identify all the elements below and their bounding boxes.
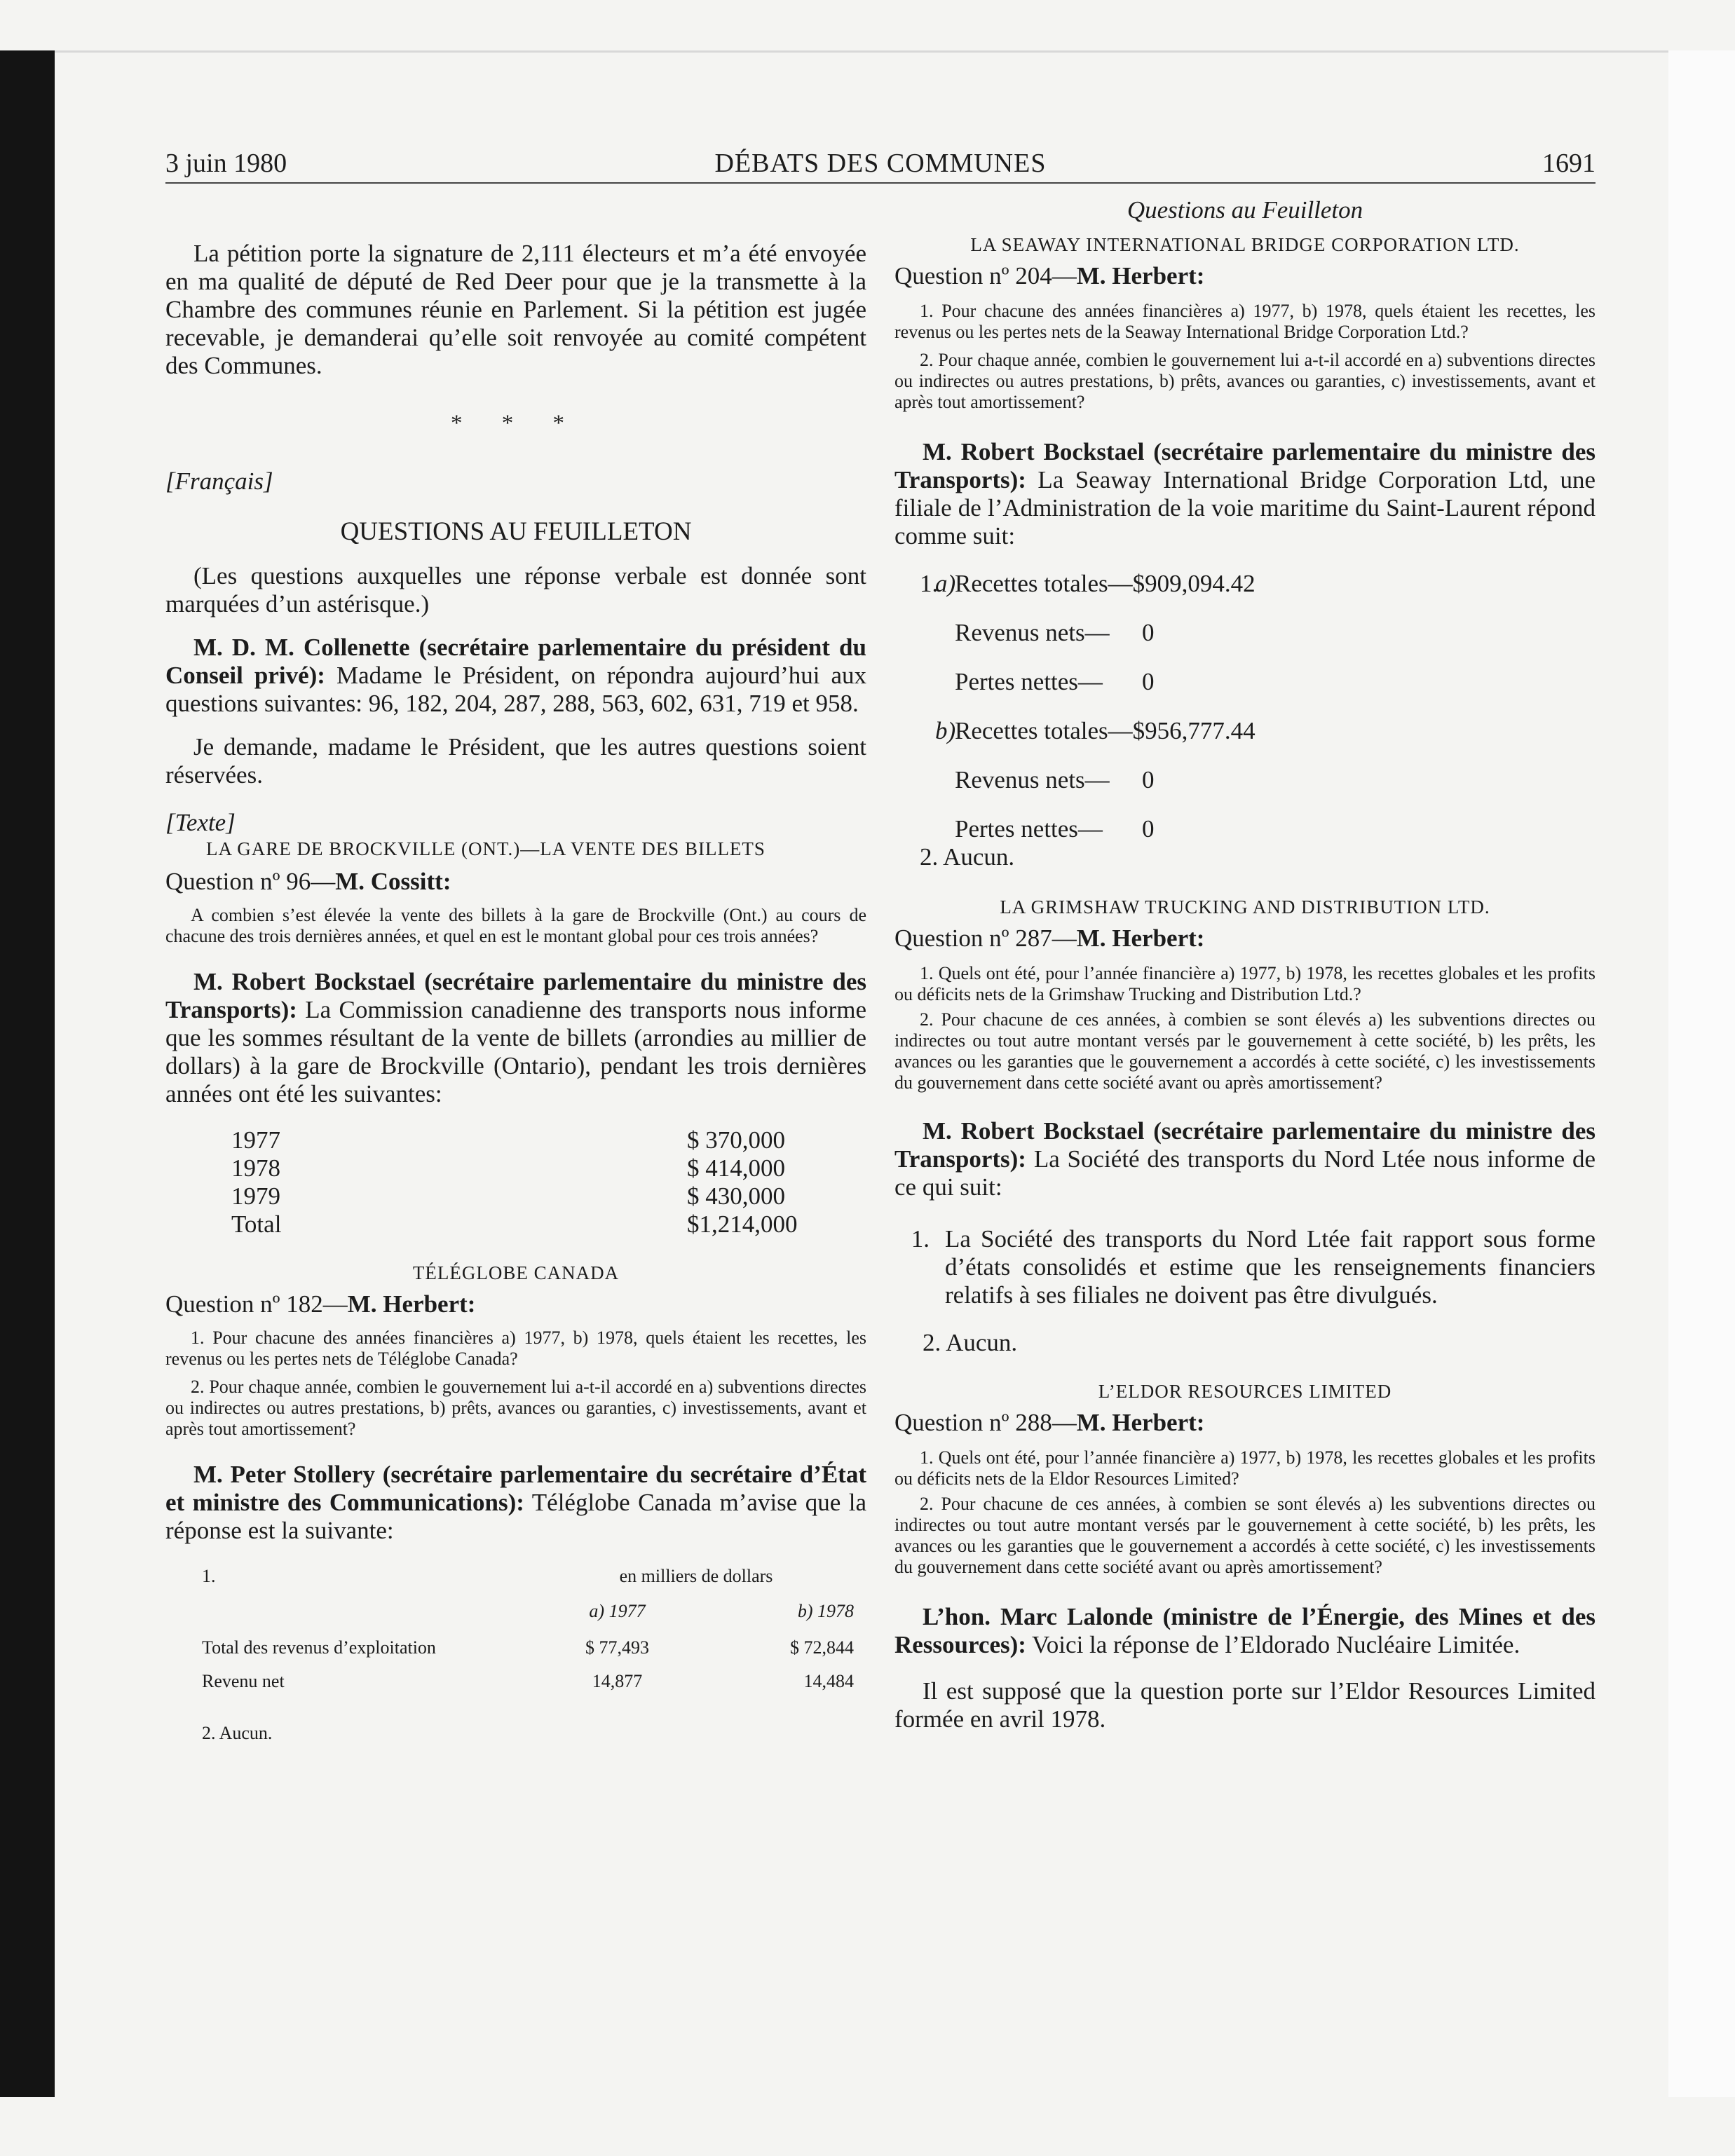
speaker-name: M. Peter Stollery (secrétaire parlementaire du secrétaire d’État et ministre des Communications): [165,1461,866,1516]
question-member: M. Herbert: [1076,262,1205,289]
figures-cell-label: Revenu net [202,1671,285,1691]
question-text-part-2: 2. Pour chacune de ces années, à combien se sont élevés a) les subventions directes ou indirectes ou tout autre montant versés par le gouvernement à cette société, b) les prêts, les avances ou les garanties que le gouvernement a accordés à cette société, c) les investissements du gouvernement dans cette société avant ou après amortissement? [894,1009,1595,1093]
question-member: M. Herbert: [1076,1409,1205,1436]
scan-border-left [0,50,55,2097]
header-title: DÉBATS DES COMMUNES [714,149,1047,178]
figures-col-b: b) 1978 [797,1601,854,1621]
sales-amount: $1,214,000 [687,1210,798,1238]
question-text-part-1: 1. Quels ont été, pour l’année financière a) 1977, b) 1978, les recettes globales et les profits ou déficits nets de la Grimshaw Trucking and Distribution Ltd.? [894,963,1595,1004]
answer-line-value: 0 [1142,619,1155,646]
figures-row [202,1637,854,1671]
question-member: M. Herbert: [1076,925,1205,952]
question-number: Question nº 288— [894,1409,1077,1436]
scan-border-top [55,50,1668,53]
question-number: Question nº 204— [894,262,1077,289]
bockstael-answer-287 [894,1117,1595,1201]
question-number: Question nº 287— [894,925,1077,952]
answer-line [894,570,1595,619]
question-number: Question nº 96— [165,868,336,895]
question-heading: LA SEAWAY INTERNATIONAL BRIDGE CORPORATION LTD. [970,234,1520,255]
answer-line [894,668,1595,717]
figures-item-2: 2. Aucun. [202,1723,273,1743]
answer-line-num: 1. [920,570,939,597]
speaker-name: M. Robert Bockstael (secrétaire parlementaire du ministre des Transports): [165,968,866,1023]
question-label [894,1408,1595,1438]
answer-line-sub: a) [935,570,956,597]
ticket-sales-rows [231,1126,798,1239]
left-column [165,196,866,1744]
answer-line-value: 0 [1142,668,1155,695]
sales-year: 1978 [231,1154,280,1182]
figures-cell-label: Total des revenus d’exploitation [202,1637,436,1658]
item-text: La Société des transports du Nord Ltée fait rapport sous forme d’états consolidés et estime que les renseignements financiers relatifs à ses filiales ne doivent pas être divulgués. [945,1225,1595,1309]
figures-item-number: 1. [202,1566,216,1586]
sales-year: 1979 [231,1182,280,1210]
answer-line-value: 0 [1142,815,1155,842]
question-text: A combien s’est élevée la vente des billets à la gare de Brockville (Ont.) au cours de chacune des trois dernières années, et quel en est le montant global pour ces trois années? [165,905,866,946]
collenette-statement [165,634,866,718]
header-date: 3 juin 1980 [165,149,287,178]
answer-line [894,815,1595,864]
question-heading: LA GRIMSHAW TRUCKING AND DISTRIBUTION LTD. [1000,896,1490,917]
figures-units: en milliers de dollars [619,1566,773,1586]
speaker-name: M. Robert Bockstael (secrétaire parlementaire du ministre des Transports): [894,438,1595,493]
answer-text: La Commission canadienne des transports nous informe que les sommes résultant de la vente de billets (arrondies au millier de dollars) à la gare de Brockville (Ontario), pendant les trois dernières années ont été les suivantes: [165,996,867,1107]
question-label [894,261,1595,291]
figures-cell-a: 14,877 [592,1671,643,1691]
answer-line-label: Revenus nets— [955,766,1110,793]
answer-line-label: Recettes totales—$956,777.44 [955,717,1256,744]
figures-cell-a: $ 77,493 [585,1637,649,1658]
teleglobe-figures-table [202,1566,854,1705]
question-text-part-1: 1. Pour chacune des années financières a) 1977, b) 1978, quels étaient les recettes, les revenus ou les pertes nets de la Seaway International Bridge Corporation Ltd.? [894,301,1595,342]
item-number: 1. [911,1225,930,1253]
question-label [165,867,866,896]
answer-line-value: 0 [1142,766,1155,793]
answer-line-label: Pertes nettes— [955,668,1103,695]
question-heading: LA GARE DE BROCKVILLE (ONT.)—LA VENTE DES BILLETS [206,838,766,859]
petition-paragraph: La pétition porte la signature de 2,111 électeurs et m’a été envoyée en ma qualité de député de Red Deer pour que je la transmette à la Chambre des communes réunie en Parlement. Si la pétition est jugée recevable, je demanderai qu’elle soit renvoyée au comité compétent des Communes. [165,240,866,379]
question-label [165,1290,866,1319]
question-heading: TÉLÉGLOBE CANADA [412,1262,620,1283]
page-number: 1691 [1542,149,1595,178]
question-text-part-1: 1. Quels ont été, pour l’année financière a) 1977, b) 1978, les recettes globales et les profits ou déficits nets de la Eldor Resources Limited? [894,1447,1595,1489]
question-member: M. Herbert: [347,1290,476,1318]
figures-row [202,1671,854,1705]
seaway-answer-list [894,570,1595,864]
sales-year: 1977 [231,1126,280,1154]
speaker-name: M. Robert Bockstael (secrétaire parlementaire du ministre des Transports): [894,1117,1595,1173]
section-title: QUESTIONS AU FEUILLETON [340,517,692,546]
question-member: M. Cossitt: [335,868,451,895]
bockstael-answer-96 [165,968,866,1108]
question-text-part-2: 2. Pour chacune de ces années, à combien se sont élevés a) les subventions directes ou indirectes ou tout autre montant versés par le gouvernement à cette société, b) les prêts, les avances ou les garanties que le gouvernement a accordés à cette société, c) les investissements du gouvernement dans cette société avant ou après amortissement? [894,1494,1595,1577]
right-column [894,196,1595,1733]
figures-cell-b: 14,484 [803,1671,854,1691]
stollery-answer [165,1461,866,1545]
speaker-name: L’hon. Marc Lalonde (ministre de l’Énergie, des Mines et des Ressources): [894,1603,1595,1658]
scan-border-right [1668,50,1735,2097]
question-text-part-2: 2. Pour chaque année, combien le gouvernement lui a-t-il accordé en a) subventions directes ou indirectes ou autres prestations, b) prêts, avances ou garanties, c) investissements, avant et après tout amortissement? [894,350,1595,412]
answer-line-label: Pertes nettes— [955,815,1103,842]
statement-text: Madame le Président, on répondra aujourd’hui aux questions suivantes: 96, 182, 204, 287, 288, 563, 602, 631, 719 et 958. [165,662,866,717]
answer-item-2: 2. Aucun. [920,843,1015,871]
answer-line [894,717,1595,766]
page-header [165,146,1595,184]
sales-amount: $ 414,000 [687,1154,785,1182]
question-text-part-2: 2. Pour chaque année, combien le gouvernement lui a-t-il accordé en a) subventions directes ou indirectes ou autres prestations, b) prêts, avances ou garanties, c) investissements, avant et après tout amortissement? [165,1377,866,1439]
section-note: (Les questions auxquelles une réponse verbale est donnée sont marquées d’un astérisque.) [165,562,866,618]
section-separator: * * * [451,411,581,436]
ticket-sales-row [231,1154,798,1182]
sales-year: Total [231,1210,282,1238]
question-number: Question nº 182— [165,1290,348,1318]
ticket-sales-row [231,1182,798,1210]
sales-amount: $ 430,000 [687,1182,785,1210]
question-label [894,924,1595,953]
figures-col-a: a) 1977 [589,1601,646,1621]
lalonde-answer-2: Il est supposé que la question porte sur l’Eldor Resources Limited formée en avril 1978. [894,1677,1595,1733]
answer-line-label: Recettes totales—$909,094.42 [955,570,1256,597]
answer-line-sub: b) [935,717,956,744]
language-tag-french: [Français] [165,468,273,495]
question-heading: L’ELDOR RESOURCES LIMITED [1098,1381,1392,1402]
language-tag-texte: [Texte] [165,809,236,836]
answer-line-label: Revenus nets— [955,619,1110,646]
answer-line [894,766,1595,815]
bockstael-answer-204 [894,438,1595,550]
figures-cell-b: $ 72,844 [790,1637,854,1658]
lalonde-answer [894,1603,1595,1659]
answer-item-1 [894,1225,1595,1309]
answer-text: La Seaway International Bridge Corporation Ltd, une filiale de l’Administration de la voie maritime du Saint-Laurent répond comme suit: [894,466,1595,550]
answer-text: Téléglobe Canada m’avise que la réponse est la suivante: [165,1489,866,1544]
ticket-sales-row [231,1210,798,1239]
sales-amount: $ 370,000 [687,1126,785,1154]
ticket-sales-row [231,1126,798,1154]
answer-text: Voici la réponse de l’Eldorado Nucléaire Limitée. [1032,1631,1520,1658]
ticket-sales-table [231,1126,798,1239]
figures-rows [202,1637,854,1705]
collenette-statement-2: Je demande, madame le Président, que les autres questions soient réservées. [165,733,866,789]
running-title: Questions au Feuilleton [1127,196,1363,224]
answer-item-2: 2. Aucun. [923,1329,1018,1356]
answer-text: La Société des transports du Nord Ltée nous informe de ce qui suit: [894,1145,1595,1201]
answer-line [894,619,1595,668]
question-text-part-1: 1. Pour chacune des années financières a) 1977, b) 1978, quels étaient les recettes, les revenus ou les pertes nets de Téléglobe Canada? [165,1328,866,1369]
speaker-name: M. D. M. Collenette (secrétaire parlementaire du président du Conseil privé): [165,634,866,689]
